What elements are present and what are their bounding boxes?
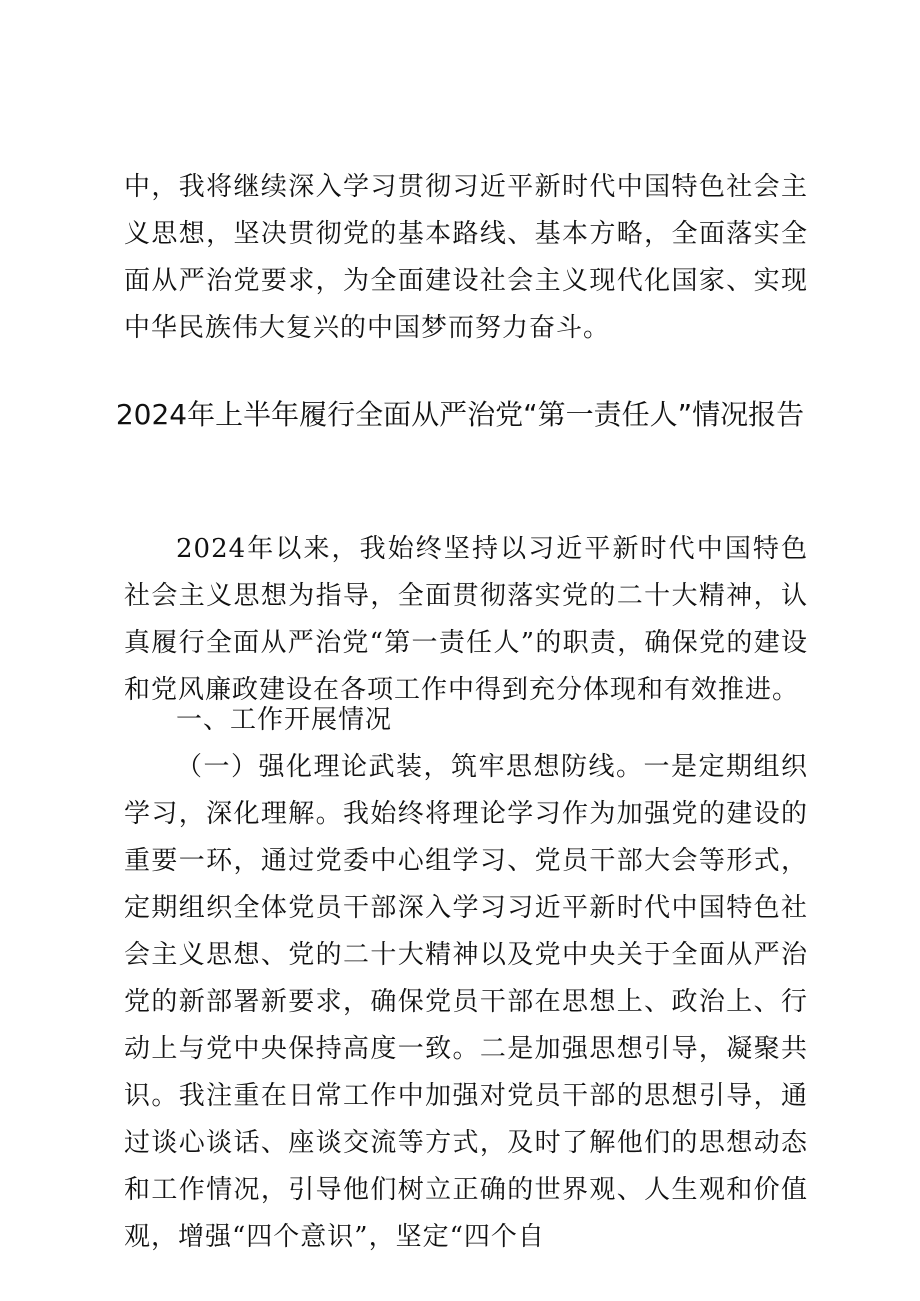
section-heading: 一、工作开展情况 xyxy=(176,705,393,735)
report-title: 2024年上半年履行全面从严治党“第一责任人”情况报告 xyxy=(115,398,805,431)
lead-paragraph: 中，我将继续深入学习贯彻习近平新时代中国特色社会主义思想，坚决贯彻党的基本路线、基本方略，全面落实全面从严治党要求，为全面建设社会主义现代化国家、实现中华民族伟大复兴的中国梦而努力奋斗。 xyxy=(124,172,808,343)
section-paragraph: （一）强化理论武装，筑牢思想防线。一是定期组织学习，深化理解。我始终将理论学习作为加强党的建设的重要一环，通过党委中心组学习、党员干部大会等形式，定期组织全体党员干部深入学习习近平新时代中国特色社会主义思想、党的二十大精神以及党中央关于全面从严治党的新部署新要求，确保党员干部在思想上、政治上、行动上与党中央保持高度一致。二是加强思想引导，凝聚共识。我注重在日常工作中加强对党员干部的思想引导，通过谈心谈话、座谈交流等方式，及时了解他们的思想动态和工作情况，引导他们树立正确的世界观、人生观和价值观，增强“四个意识”，坚定“四个自 xyxy=(124,752,808,1252)
intro-paragraph: 2024年以来，我始终坚持以习近平新时代中国特色社会主义思想为指导，全面贯彻落实党的二十大精神，认真履行全面从严治党“第一责任人”的职责，确保党的建设和党风廉政建设在各项工作中得到充分体现和有效推进。 xyxy=(124,534,808,705)
